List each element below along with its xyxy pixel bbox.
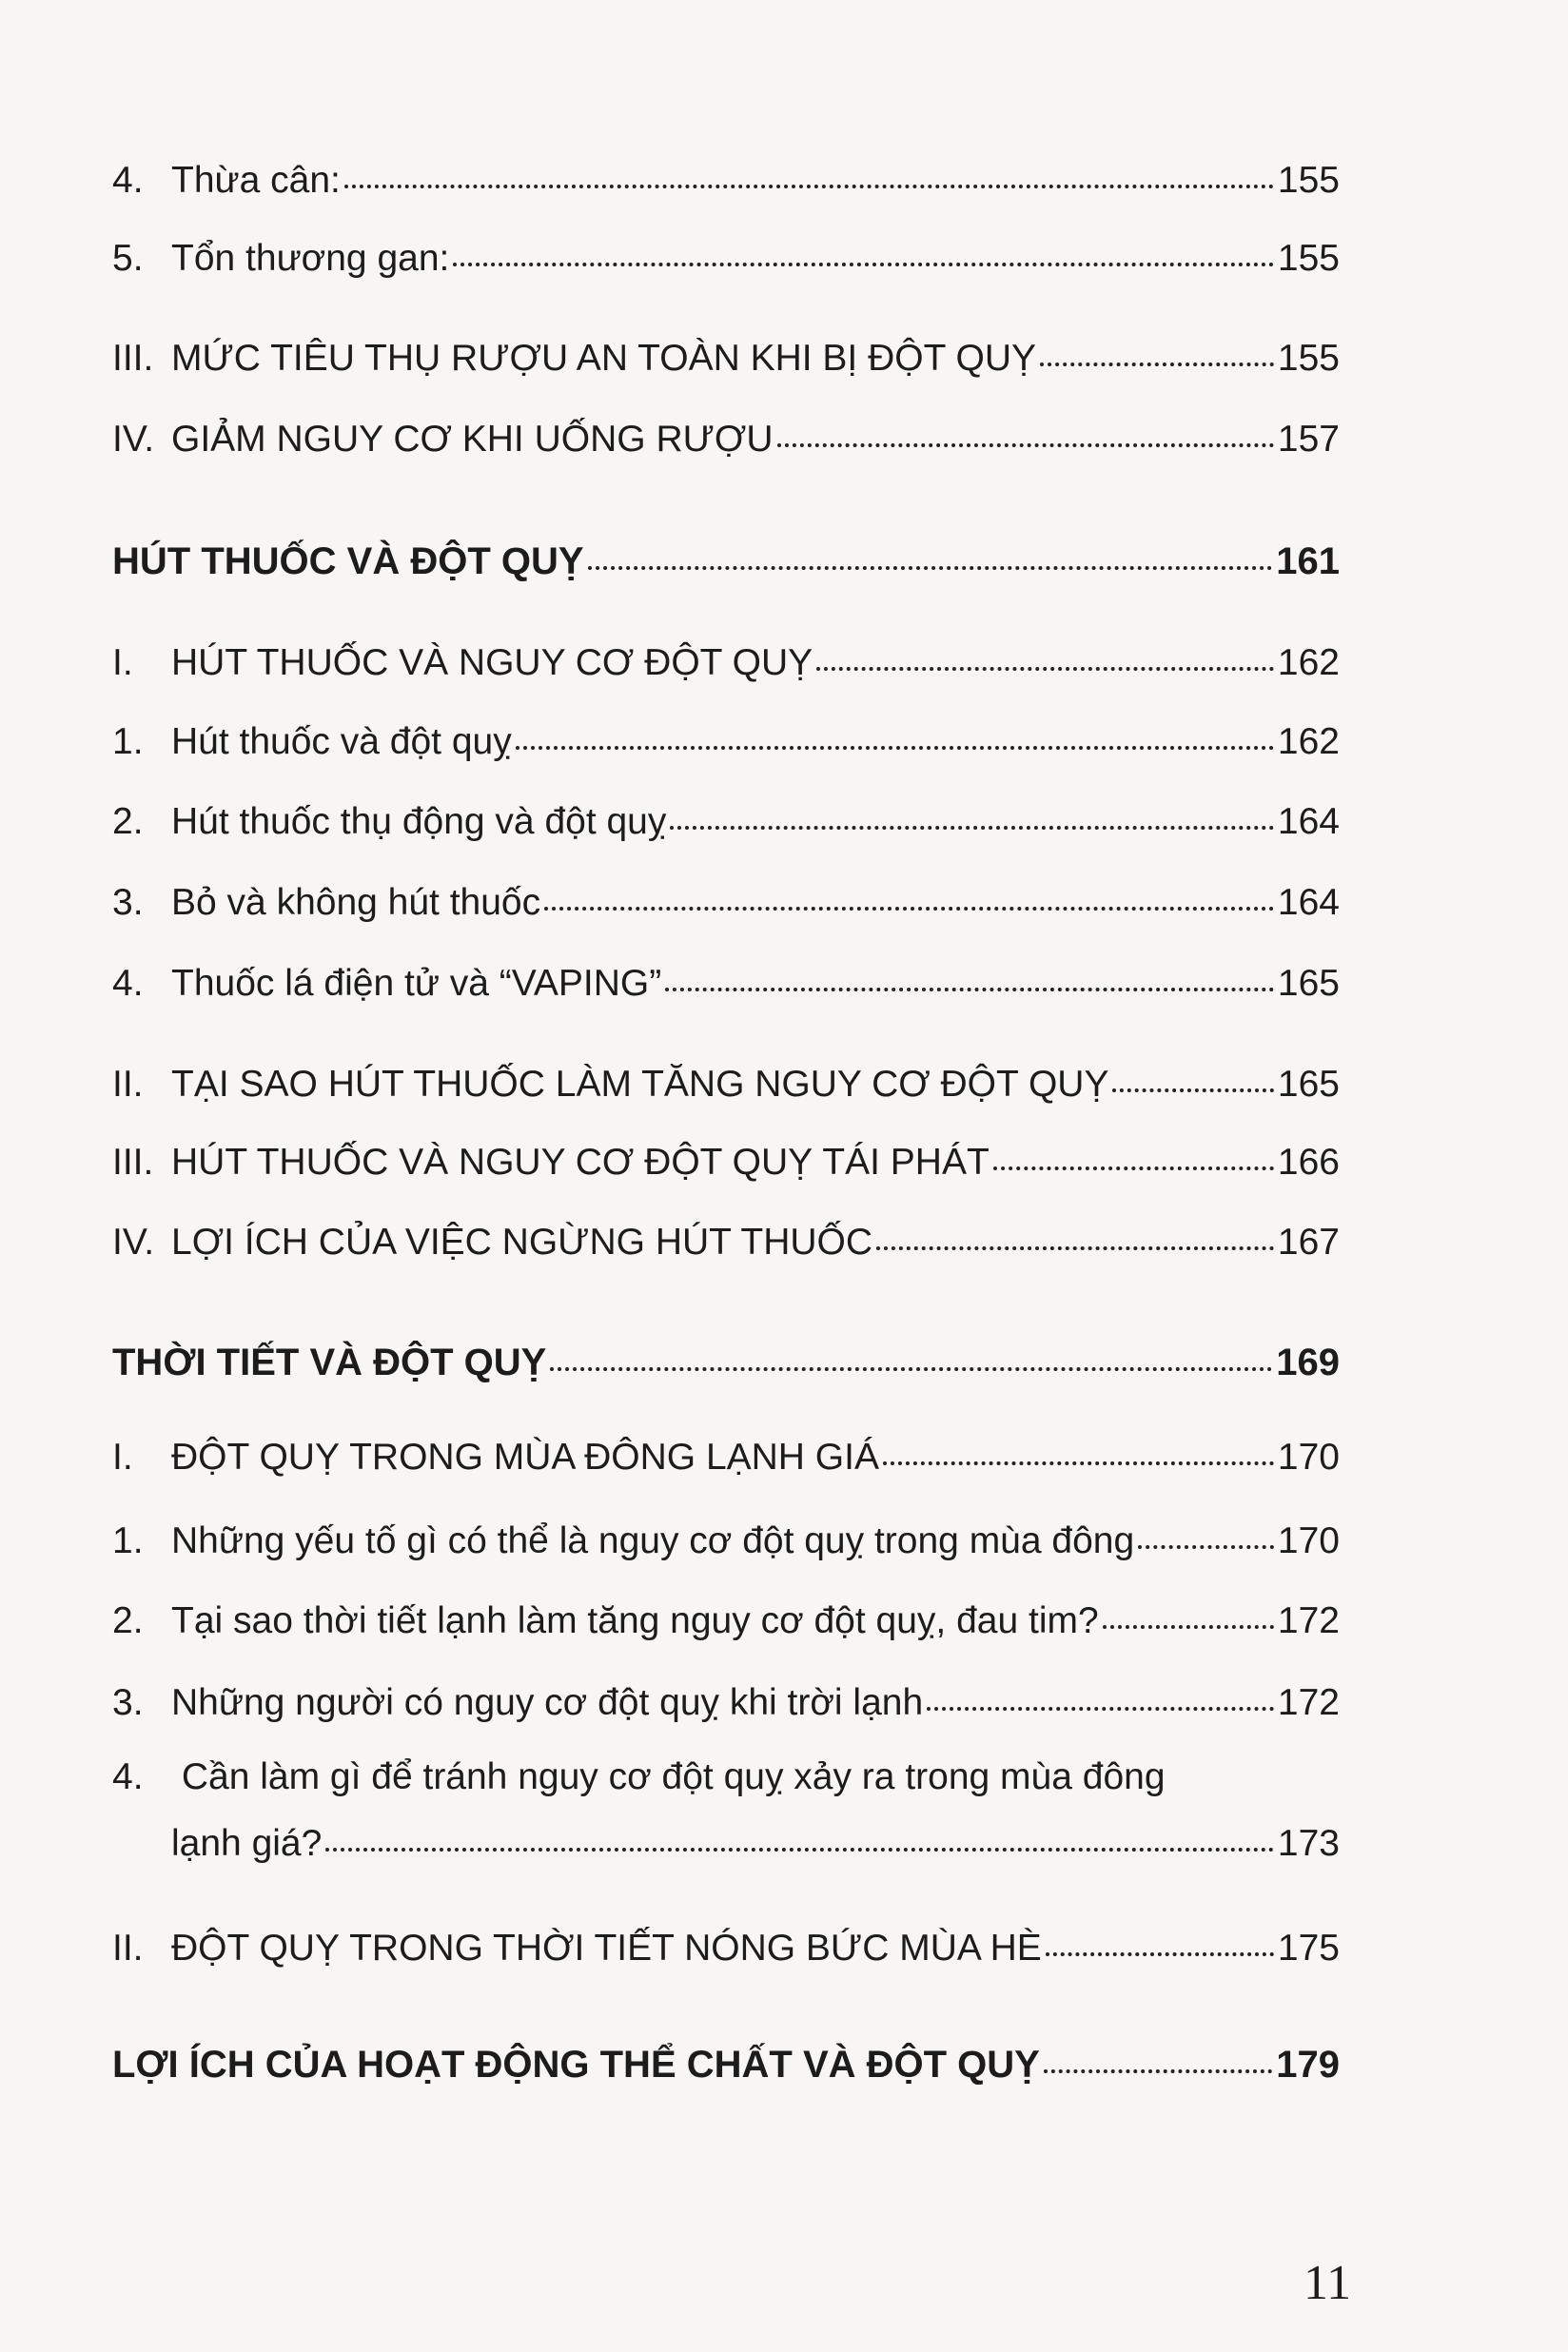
entry-title: HÚT THUỐC VÀ NGUY CƠ ĐỘT QUỴ TÁI PHÁT <box>171 1142 990 1183</box>
entry-page: 164 <box>1277 882 1340 923</box>
entry-number: I. <box>112 1437 133 1478</box>
entry-title: ĐỘT QUỴ TRONG THỜI TIẾT NÓNG BỨC MÙA HÈ <box>171 1928 1042 1969</box>
dot-leader <box>588 557 1273 570</box>
toc-entry <box>112 799 1340 845</box>
entry-number: 2. <box>112 1600 144 1641</box>
entry-page: 169 <box>1276 1342 1340 1383</box>
entry-page: 172 <box>1277 1600 1340 1641</box>
entry-number: 3. <box>112 1682 144 1723</box>
toc-entry <box>112 1435 1340 1480</box>
dot-leader <box>670 816 1274 830</box>
entry-page: 155 <box>1277 338 1340 379</box>
entry-number: II. <box>112 1064 144 1105</box>
entry-number: III. <box>112 338 154 379</box>
entry-page: 162 <box>1277 721 1340 762</box>
dot-leader <box>544 897 1274 911</box>
entry-number: 4. <box>112 1756 144 1797</box>
dot-leader <box>453 253 1274 266</box>
entry-number: 4. <box>112 963 144 1004</box>
entry-number: III. <box>112 1142 154 1183</box>
dot-leader <box>1103 1616 1274 1629</box>
entry-page: 161 <box>1276 540 1340 582</box>
page-number: 11 <box>1303 2256 1352 2310</box>
chapter-title: LỢI ÍCH CỦA HOẠT ĐỘNG THỂ CHẤT VÀ ĐỘT QUỴ <box>112 2044 1040 2086</box>
dot-leader <box>550 1358 1272 1371</box>
toc-chapter <box>112 2042 1340 2087</box>
entry-title: GIẢM NGUY CƠ KHI UỐNG RƯỢU <box>171 419 774 460</box>
entry-title: TẠI SAO HÚT THUỐC LÀM TĂNG NGUY CƠ ĐỘT QUỴ <box>171 1064 1109 1105</box>
toc-entry <box>112 1680 1340 1726</box>
toc-entry <box>112 719 1340 765</box>
entry-page: 172 <box>1277 1682 1340 1723</box>
toc-entry <box>112 158 1340 204</box>
entry-page: 179 <box>1276 2044 1340 2086</box>
entry-page: 162 <box>1277 642 1340 683</box>
entry-title: Những yếu tố gì có thể là nguy cơ đột quỵ trong mùa đông <box>171 1520 1135 1561</box>
entry-page: 165 <box>1277 1064 1340 1105</box>
toc-entry <box>112 1754 1340 1867</box>
dot-leader <box>1040 353 1274 366</box>
entry-title: MỨC TIÊU THỤ RƯỢU AN TOÀN KHI BỊ ĐỘT QUỴ <box>171 338 1037 379</box>
entry-page: 165 <box>1277 963 1340 1004</box>
dot-leader <box>665 978 1274 991</box>
dot-leader <box>516 736 1274 750</box>
entry-title: HÚT THUỐC VÀ NGUY CƠ ĐỘT QUỴ <box>171 642 813 683</box>
dot-leader <box>1044 2060 1272 2073</box>
toc-entry <box>112 417 1340 462</box>
entry-title: Những người có nguy cơ đột quỵ khi trời lạnh <box>171 1682 924 1723</box>
toc-entry <box>112 1926 1340 1971</box>
toc-entry <box>112 1220 1340 1265</box>
dot-leader <box>1112 1079 1273 1092</box>
toc-chapter <box>112 1340 1340 1385</box>
entry-number: IV. <box>112 1222 155 1263</box>
entry-title: Thuốc lá điện tử và “VAPING” <box>171 963 662 1004</box>
entry-number: 1. <box>112 721 144 762</box>
dot-leader <box>927 1697 1274 1711</box>
toc-entry <box>112 1140 1340 1186</box>
toc-entry <box>112 961 1340 1007</box>
entry-page: 173 <box>1277 1823 1340 1864</box>
entry-title: Tổn thương gan: <box>171 238 450 279</box>
dot-leader <box>883 1452 1274 1465</box>
entry-page: 155 <box>1277 160 1340 201</box>
entry-number: 3. <box>112 882 144 923</box>
dot-leader <box>876 1237 1274 1250</box>
entry-title: Tại sao thời tiết lạnh làm tăng nguy cơ đột quỵ, đau tim? <box>171 1600 1099 1641</box>
entry-number: 1. <box>112 1520 144 1561</box>
entry-title: ĐỘT QUỴ TRONG MÙA ĐÔNG LẠNH GIÁ <box>171 1437 879 1478</box>
entry-title: LỢI ÍCH CỦA VIỆC NGỪNG HÚT THUỐC <box>171 1222 873 1263</box>
entry-page: 166 <box>1277 1142 1340 1183</box>
dot-leader <box>993 1157 1274 1170</box>
dot-leader <box>325 1838 1274 1852</box>
entry-title: Cần làm gì để tránh nguy cơ đột quỵ xảy ra trong mùa đông <box>181 1756 1166 1797</box>
entry-page: 170 <box>1277 1520 1340 1561</box>
entry-page: 164 <box>1277 801 1340 842</box>
dot-leader <box>1046 1943 1274 1956</box>
entry-number: I. <box>112 642 133 683</box>
dot-leader <box>816 657 1274 671</box>
entry-title: Hút thuốc thụ động và đột quỵ <box>171 801 667 842</box>
dot-leader <box>777 434 1274 447</box>
entry-page: 170 <box>1277 1437 1340 1478</box>
entry-title: Hút thuốc và đột quỵ <box>171 721 512 762</box>
entry-number: 4. <box>112 160 144 201</box>
dot-leader <box>344 175 1274 188</box>
toc-entry <box>112 236 1340 282</box>
entry-page: 167 <box>1277 1222 1340 1263</box>
entry-number: II. <box>112 1928 144 1969</box>
entry-title: Thừa cân: <box>171 160 341 201</box>
dot-leader <box>1138 1536 1274 1549</box>
toc-entry <box>112 1062 1340 1107</box>
entry-number: 5. <box>112 238 144 279</box>
entry-title: Bỏ và không hút thuốc <box>171 882 541 923</box>
entry-number: IV. <box>112 419 155 460</box>
chapter-title: HÚT THUỐC VÀ ĐỘT QUỴ <box>112 540 584 582</box>
chapter-title: THỜI TIẾT VÀ ĐỘT QUỴ <box>112 1342 547 1383</box>
entry-number: 2. <box>112 801 144 842</box>
toc-entry <box>112 336 1340 382</box>
entry-title-continued: lạnh giá? <box>171 1823 323 1864</box>
toc-entry <box>112 1519 1340 1564</box>
toc-chapter <box>112 539 1340 584</box>
entry-page: 175 <box>1277 1928 1340 1969</box>
entry-page: 155 <box>1277 238 1340 279</box>
toc-entry <box>112 880 1340 926</box>
toc-entry <box>112 1598 1340 1644</box>
entry-page: 157 <box>1277 419 1340 460</box>
toc-entry <box>112 640 1340 686</box>
